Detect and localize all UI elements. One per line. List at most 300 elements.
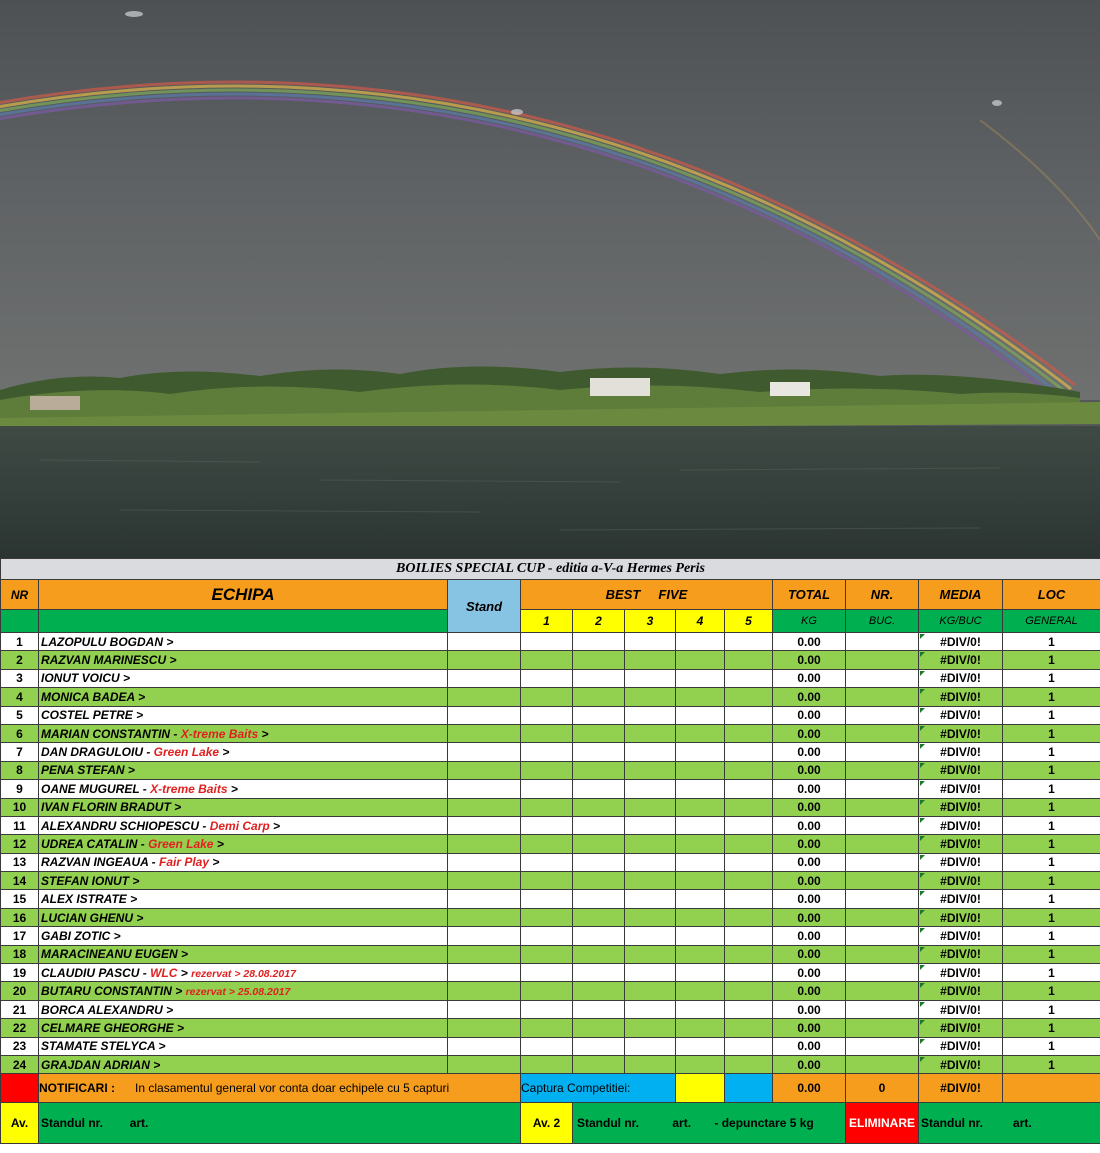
row-catch-4 [676, 835, 725, 853]
team-name: COSTEL PETRE > [41, 708, 144, 723]
row-buc [846, 835, 919, 853]
team-name: CLAUDIU PASCU - [41, 965, 151, 980]
team-sponsor: Fair Play [159, 855, 210, 870]
row-catch-1 [521, 651, 573, 669]
row-loc: 1 [1003, 724, 1100, 742]
captura-media: #DIV/0! [919, 1074, 1003, 1103]
row-stand [448, 669, 521, 687]
row-loc: 1 [1003, 780, 1100, 798]
row-nr: 19 [1, 964, 39, 982]
team-sponsor: Green Lake [148, 836, 214, 851]
team-name: BUTARU CONSTANTIN > [41, 984, 186, 999]
row-catch-3 [625, 780, 676, 798]
team-suffix: > [227, 781, 238, 796]
row-loc: 1 [1003, 651, 1100, 669]
row-team [39, 761, 448, 779]
col-echipa-header: ECHIPA [39, 580, 448, 610]
row-catch-4 [676, 688, 725, 706]
row-total: 0.00 [773, 1037, 846, 1055]
row-media: #DIV/0! [919, 964, 1003, 982]
row-loc: 1 [1003, 1055, 1100, 1073]
row-total: 0.00 [773, 927, 846, 945]
row-catch-2 [573, 761, 625, 779]
row-team [39, 816, 448, 834]
row-catch-1 [521, 633, 573, 651]
standings-sheet [0, 558, 1100, 1153]
row-catch-2 [573, 908, 625, 926]
table-row [1, 945, 1100, 963]
row-buc [846, 688, 919, 706]
row-team [39, 835, 448, 853]
row-buc [846, 927, 919, 945]
row-media: #DIV/0! [919, 706, 1003, 724]
row-total: 0.00 [773, 853, 846, 871]
row-catch-4 [676, 982, 725, 1000]
row-loc: 1 [1003, 982, 1100, 1000]
row-catch-2 [573, 964, 625, 982]
table-row [1, 1019, 1100, 1037]
row-total: 0.00 [773, 688, 846, 706]
row-loc: 1 [1003, 1037, 1100, 1055]
row-buc [846, 964, 919, 982]
table-row [1, 982, 1100, 1000]
row-media: #DIV/0! [919, 1000, 1003, 1018]
row-loc: 1 [1003, 835, 1100, 853]
row-nr: 6 [1, 724, 39, 742]
row-buc [846, 743, 919, 761]
row-catch-3 [625, 706, 676, 724]
row-catch-3 [625, 743, 676, 761]
row-buc [846, 872, 919, 890]
row-catch-1 [521, 945, 573, 963]
row-catch-4 [676, 853, 725, 871]
row-stand [448, 706, 521, 724]
team-name: IONUT VOICU > [41, 671, 131, 686]
row-team [39, 964, 448, 982]
row-buc [846, 908, 919, 926]
captura-total: 0.00 [773, 1074, 846, 1103]
captura-blue-cell [725, 1074, 773, 1103]
row-media: #DIV/0! [919, 798, 1003, 816]
row-total: 0.00 [773, 724, 846, 742]
table-row [1, 1055, 1100, 1073]
row-total: 0.00 [773, 743, 846, 761]
row-team [39, 945, 448, 963]
row-loc: 1 [1003, 945, 1100, 963]
row-catch-5 [725, 908, 773, 926]
lake-rainbow-photo [0, 0, 1100, 558]
row-total: 0.00 [773, 908, 846, 926]
row-catch-2 [573, 633, 625, 651]
row-catch-3 [625, 964, 676, 982]
row-catch-1 [521, 669, 573, 687]
row-stand [448, 1000, 521, 1018]
row-catch-2 [573, 651, 625, 669]
row-catch-3 [625, 890, 676, 908]
row-stand [448, 633, 521, 651]
row-catch-3 [625, 982, 676, 1000]
row-nr: 16 [1, 908, 39, 926]
row-nr: 13 [1, 853, 39, 871]
row-catch-3 [625, 1000, 676, 1018]
col-best-five-header: BEST FIVE [521, 580, 773, 610]
row-catch-5 [725, 1037, 773, 1055]
row-total: 0.00 [773, 945, 846, 963]
row-team [39, 706, 448, 724]
sheet-title: BOILIES SPECIAL CUP - editia a-V-a Hermes Peris [1, 559, 1100, 580]
row-team [39, 853, 448, 871]
row-buc [846, 890, 919, 908]
row-catch-4 [676, 780, 725, 798]
best-col-4: 4 [676, 610, 725, 633]
row-catch-1 [521, 1019, 573, 1037]
row-total: 0.00 [773, 1000, 846, 1018]
team-name: RAZVAN MARINESCU > [41, 653, 177, 668]
team-name: PENA STEFAN > [41, 763, 135, 778]
row-total: 0.00 [773, 651, 846, 669]
team-sponsor: X-treme Baits [180, 726, 259, 741]
row-stand [448, 853, 521, 871]
row-team [39, 669, 448, 687]
row-catch-4 [676, 945, 725, 963]
row-catch-2 [573, 872, 625, 890]
row-catch-5 [725, 816, 773, 834]
row-team [39, 872, 448, 890]
row-catch-1 [521, 798, 573, 816]
row-catch-5 [725, 835, 773, 853]
team-name: UDREA CATALIN - [41, 836, 149, 851]
row-catch-4 [676, 761, 725, 779]
row-nr: 21 [1, 1000, 39, 1018]
row-catch-1 [521, 853, 573, 871]
row-media: #DIV/0! [919, 724, 1003, 742]
row-catch-2 [573, 706, 625, 724]
best-col-3: 3 [625, 610, 676, 633]
row-catch-1 [521, 761, 573, 779]
row-nr: 3 [1, 669, 39, 687]
team-name: ALEXANDRU SCHIOPESCU - [41, 818, 210, 833]
row-catch-5 [725, 853, 773, 871]
row-loc: 1 [1003, 908, 1100, 926]
row-total: 0.00 [773, 761, 846, 779]
row-catch-1 [521, 1037, 573, 1055]
col-nr-buc-header: NR. [846, 580, 919, 610]
row-catch-1 [521, 835, 573, 853]
row-catch-5 [725, 724, 773, 742]
team-name: LAZOPULU BOGDAN > [41, 634, 174, 649]
row-media: #DIV/0! [919, 743, 1003, 761]
row-catch-2 [573, 1000, 625, 1018]
table-row [1, 1037, 1100, 1055]
row-stand [448, 1055, 521, 1073]
row-loc: 1 [1003, 1000, 1100, 1018]
eliminare-label: ELIMINARE [846, 1103, 919, 1144]
team-name: MONICA BADEA > [41, 689, 146, 704]
table-row [1, 1000, 1100, 1018]
team-sponsor: Demi Carp [209, 818, 270, 833]
row-catch-5 [725, 927, 773, 945]
row-total: 0.00 [773, 798, 846, 816]
av2-standul: Standul nr. art. - depunctare 5 kg [573, 1103, 846, 1144]
row-team [39, 890, 448, 908]
row-nr: 1 [1, 633, 39, 651]
row-catch-5 [725, 1019, 773, 1037]
row-catch-1 [521, 1055, 573, 1073]
team-name: DAN DRAGULOIU - [41, 745, 154, 760]
row-nr: 22 [1, 1019, 39, 1037]
row-stand [448, 761, 521, 779]
row-loc: 1 [1003, 872, 1100, 890]
captura-label: Captura Competitiei: [521, 1074, 676, 1103]
row-catch-5 [725, 669, 773, 687]
row-stand [448, 908, 521, 926]
col-nr-header: NR [1, 580, 39, 610]
row-catch-4 [676, 816, 725, 834]
team-name: CELMARE GHEORGHE > [41, 1020, 185, 1035]
row-catch-1 [521, 927, 573, 945]
table-row [1, 780, 1100, 798]
team-suffix: > [219, 745, 230, 760]
team-name: LUCIAN GHENU > [41, 910, 144, 925]
row-catch-3 [625, 724, 676, 742]
row-total: 0.00 [773, 1055, 846, 1073]
row-catch-1 [521, 890, 573, 908]
captura-buc: 0 [846, 1074, 919, 1103]
row-catch-2 [573, 780, 625, 798]
row-buc [846, 633, 919, 651]
row-catch-4 [676, 798, 725, 816]
team-name: MARIAN CONSTANTIN - [41, 726, 181, 741]
row-media: #DIV/0! [919, 835, 1003, 853]
row-catch-4 [676, 706, 725, 724]
table-row [1, 964, 1100, 982]
row-nr: 14 [1, 872, 39, 890]
row-total: 0.00 [773, 1019, 846, 1037]
av2-label: Av. 2 [521, 1103, 573, 1144]
row-loc: 1 [1003, 798, 1100, 816]
row-total: 0.00 [773, 633, 846, 651]
row-catch-5 [725, 964, 773, 982]
row-catch-3 [625, 1019, 676, 1037]
team-name: IVAN FLORIN BRADUT > [41, 800, 182, 815]
row-stand [448, 872, 521, 890]
row-team [39, 1055, 448, 1073]
table-row [1, 761, 1100, 779]
row-catch-4 [676, 890, 725, 908]
table-row [1, 669, 1100, 687]
row-catch-2 [573, 743, 625, 761]
row-media: #DIV/0! [919, 945, 1003, 963]
row-catch-1 [521, 706, 573, 724]
row-catch-3 [625, 835, 676, 853]
row-buc [846, 761, 919, 779]
row-loc: 1 [1003, 633, 1100, 651]
table-row [1, 724, 1100, 742]
row-catch-2 [573, 669, 625, 687]
col-kg-buc-sub: KG/BUC [919, 610, 1003, 633]
row-media: #DIV/0! [919, 761, 1003, 779]
row-buc [846, 651, 919, 669]
row-catch-4 [676, 927, 725, 945]
row-catch-5 [725, 798, 773, 816]
team-name: ALEX ISTRATE > [41, 892, 138, 907]
row-team [39, 633, 448, 651]
row-total: 0.00 [773, 964, 846, 982]
row-media: #DIV/0! [919, 1019, 1003, 1037]
row-buc [846, 1019, 919, 1037]
row-catch-2 [573, 982, 625, 1000]
row-nr: 9 [1, 780, 39, 798]
team-name: MARACINEANU EUGEN > [41, 947, 189, 962]
row-loc: 1 [1003, 1019, 1100, 1037]
row-buc [846, 724, 919, 742]
table-row [1, 908, 1100, 926]
row-catch-4 [676, 669, 725, 687]
row-catch-1 [521, 743, 573, 761]
team-name: BORCA ALEXANDRU > [41, 1002, 174, 1017]
row-stand [448, 816, 521, 834]
row-loc: 1 [1003, 761, 1100, 779]
notif-red-marker [1, 1074, 39, 1103]
row-team [39, 927, 448, 945]
row-stand [448, 743, 521, 761]
row-catch-4 [676, 964, 725, 982]
row-catch-4 [676, 1037, 725, 1055]
row-stand [448, 724, 521, 742]
team-name: STEFAN IONUT > [41, 873, 140, 888]
row-catch-5 [725, 688, 773, 706]
team-suffix: > [213, 836, 224, 851]
row-buc [846, 816, 919, 834]
row-team [39, 798, 448, 816]
row-media: #DIV/0! [919, 982, 1003, 1000]
row-catch-1 [521, 908, 573, 926]
row-media: #DIV/0! [919, 651, 1003, 669]
col-general-sub: GENERAL [1003, 610, 1100, 633]
row-catch-5 [725, 706, 773, 724]
row-media: #DIV/0! [919, 890, 1003, 908]
table-row [1, 706, 1100, 724]
row-catch-4 [676, 908, 725, 926]
row-nr: 24 [1, 1055, 39, 1073]
row-catch-5 [725, 743, 773, 761]
row-stand [448, 780, 521, 798]
row-catch-2 [573, 1037, 625, 1055]
row-media: #DIV/0! [919, 853, 1003, 871]
row-team [39, 780, 448, 798]
row-catch-2 [573, 853, 625, 871]
row-media: #DIV/0! [919, 908, 1003, 926]
row-catch-5 [725, 1000, 773, 1018]
row-stand [448, 651, 521, 669]
reserved-note: rezervat > 28.08.2017 [191, 967, 296, 980]
row-buc [846, 1055, 919, 1073]
row-catch-3 [625, 1037, 676, 1055]
captura-yellow-cell [676, 1074, 725, 1103]
col-total-header: TOTAL [773, 580, 846, 610]
col-kg-sub: KG [773, 610, 846, 633]
row-team [39, 908, 448, 926]
col-buc-sub: BUC. [846, 610, 919, 633]
row-catch-5 [725, 651, 773, 669]
col-media-header: MEDIA [919, 580, 1003, 610]
table-row [1, 872, 1100, 890]
captura-loc-blank [1003, 1074, 1100, 1103]
team-name: GABI ZOTIC > [41, 928, 121, 943]
row-catch-3 [625, 669, 676, 687]
row-catch-2 [573, 945, 625, 963]
row-buc [846, 1037, 919, 1055]
row-catch-4 [676, 651, 725, 669]
row-catch-2 [573, 927, 625, 945]
row-total: 0.00 [773, 669, 846, 687]
row-buc [846, 1000, 919, 1018]
row-catch-4 [676, 1055, 725, 1073]
row-nr: 18 [1, 945, 39, 963]
row-catch-2 [573, 798, 625, 816]
row-catch-2 [573, 835, 625, 853]
reserved-note: rezervat > 25.08.2017 [185, 986, 291, 999]
team-sponsor: Green Lake [153, 745, 220, 760]
row-nr: 15 [1, 890, 39, 908]
row-catch-3 [625, 651, 676, 669]
row-catch-3 [625, 945, 676, 963]
row-team [39, 743, 448, 761]
row-catch-2 [573, 1019, 625, 1037]
row-loc: 1 [1003, 669, 1100, 687]
team-suffix: > [177, 965, 192, 980]
row-loc: 1 [1003, 890, 1100, 908]
row-catch-1 [521, 982, 573, 1000]
row-catch-2 [573, 816, 625, 834]
row-catch-3 [625, 761, 676, 779]
row-catch-3 [625, 798, 676, 816]
row-stand [448, 835, 521, 853]
row-catch-4 [676, 1019, 725, 1037]
table-row [1, 688, 1100, 706]
av-label: Av. [1, 1103, 39, 1144]
row-nr: 4 [1, 688, 39, 706]
row-catch-5 [725, 982, 773, 1000]
row-nr: 5 [1, 706, 39, 724]
row-catch-2 [573, 724, 625, 742]
row-media: #DIV/0! [919, 1037, 1003, 1055]
row-catch-5 [725, 780, 773, 798]
row-total: 0.00 [773, 835, 846, 853]
row-catch-3 [625, 927, 676, 945]
row-loc: 1 [1003, 927, 1100, 945]
row-nr: 20 [1, 982, 39, 1000]
row-loc: 1 [1003, 688, 1100, 706]
row-nr: 12 [1, 835, 39, 853]
table-row [1, 633, 1100, 651]
row-catch-5 [725, 872, 773, 890]
row-catch-5 [725, 633, 773, 651]
row-stand [448, 798, 521, 816]
row-catch-4 [676, 872, 725, 890]
best-col-2: 2 [573, 610, 625, 633]
row-team [39, 724, 448, 742]
row-catch-1 [521, 1000, 573, 1018]
table-row [1, 798, 1100, 816]
row-catch-2 [573, 1055, 625, 1073]
row-catch-1 [521, 872, 573, 890]
row-catch-3 [625, 853, 676, 871]
row-total: 0.00 [773, 780, 846, 798]
row-stand [448, 1019, 521, 1037]
team-name: STAMATE STELYCA > [41, 1039, 166, 1054]
team-suffix: > [269, 818, 281, 833]
